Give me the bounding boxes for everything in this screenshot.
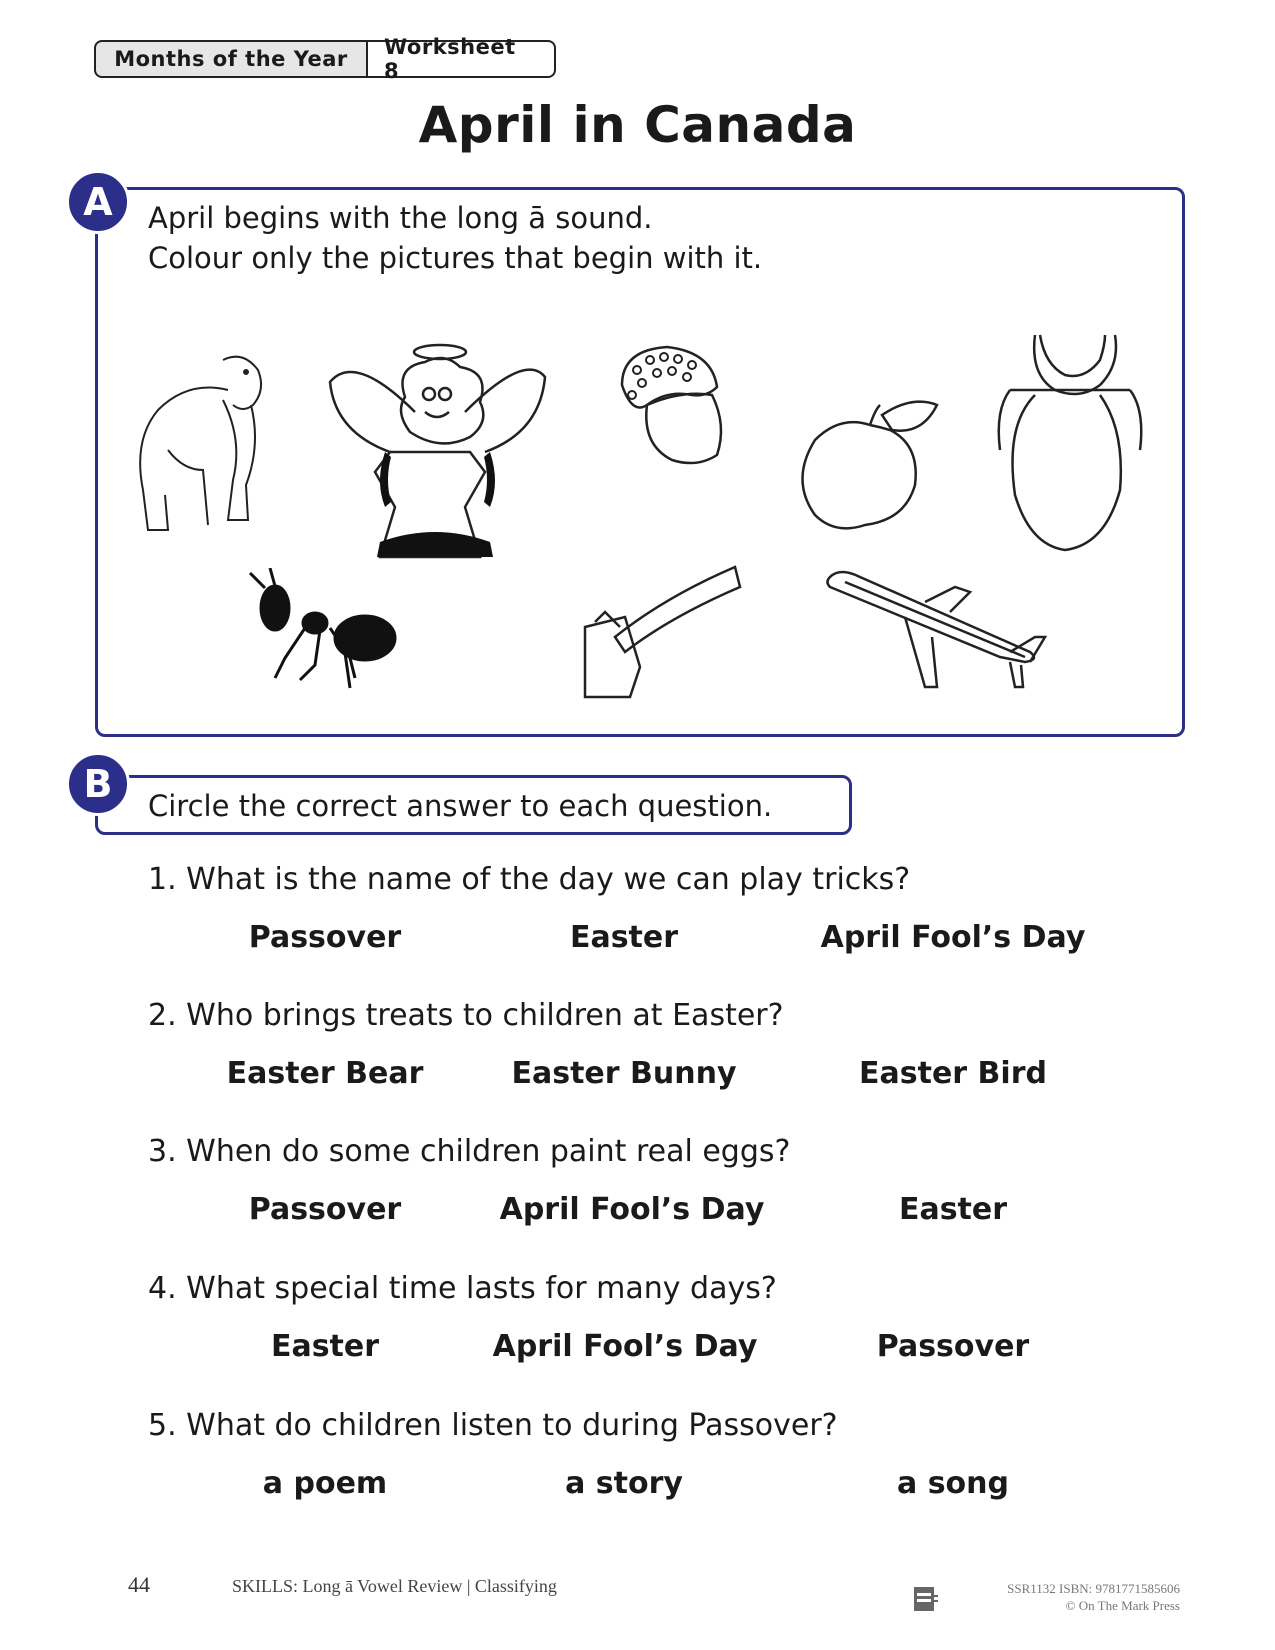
answer-option[interactable]: Easter Bunny (511, 1056, 737, 1091)
book-logo-icon (913, 1585, 939, 1613)
answer-option[interactable]: Easter (270, 1329, 380, 1364)
publisher-info (975, 1580, 1180, 1614)
answer-option[interactable]: a poem (262, 1466, 388, 1501)
acorn-picture[interactable] (612, 345, 742, 475)
section-b-badge: B (66, 752, 130, 816)
answer-option[interactable]: Easter (569, 920, 679, 955)
answer-option[interactable]: April Fool’s Day (492, 1329, 758, 1364)
worksheet-number-tab: Worksheet 8 (366, 40, 556, 78)
answer-option[interactable]: April Fool’s Day (499, 1192, 765, 1227)
series-tab: Months of the Year (94, 40, 368, 78)
apple-picture[interactable] (800, 400, 950, 530)
ant-picture[interactable] (235, 568, 415, 708)
product-code: SSR1132 ISBN: 9781771585606 (1007, 1581, 1180, 1596)
answer-option[interactable]: Easter Bear (226, 1056, 424, 1091)
angel-picture[interactable] (325, 342, 550, 577)
instruction-line-1: April begins with the long ā sound. (148, 201, 653, 235)
question-2: 2. Who brings treats to children at Easter? (148, 998, 784, 1033)
section-a-badge: A (66, 170, 130, 234)
section-b-instruction: Circle the correct answer to each question. (148, 789, 773, 823)
answer-option[interactable]: Easter (898, 1192, 1008, 1227)
page-number: 44 (128, 1572, 150, 1597)
answer-option[interactable]: Passover (248, 1192, 402, 1227)
answer-option[interactable]: a song (897, 1466, 1009, 1501)
answer-option[interactable]: a story (565, 1466, 683, 1501)
question-4: 4. What special time lasts for many days? (148, 1271, 777, 1306)
answer-option[interactable]: Passover (248, 920, 402, 955)
answer-option[interactable]: Easter Bird (859, 1056, 1047, 1091)
axe-picture[interactable] (565, 557, 745, 707)
airplane-picture[interactable] (825, 567, 1055, 692)
apron-picture[interactable] (990, 330, 1150, 555)
answer-option[interactable]: Passover (876, 1329, 1030, 1364)
gorilla-picture[interactable] (128, 340, 278, 540)
skills-label: SKILLS: Long ā Vowel Review | Classifying (232, 1576, 557, 1596)
answer-option[interactable]: April Fool’s Day (820, 920, 1086, 955)
section-a-instruction (148, 198, 762, 278)
question-3: 3. When do some children paint real eggs? (148, 1134, 791, 1169)
instruction-line-2: Colour only the pictures that begin with it. (148, 241, 763, 275)
page-title: April in Canada (418, 96, 857, 154)
question-1: 1. What is the name of the day we can play tricks? (148, 862, 911, 897)
copyright: © On The Mark Press (1065, 1598, 1180, 1613)
worksheet-header-tabs (94, 35, 556, 83)
question-5: 5. What do children listen to during Passover? (148, 1408, 838, 1443)
